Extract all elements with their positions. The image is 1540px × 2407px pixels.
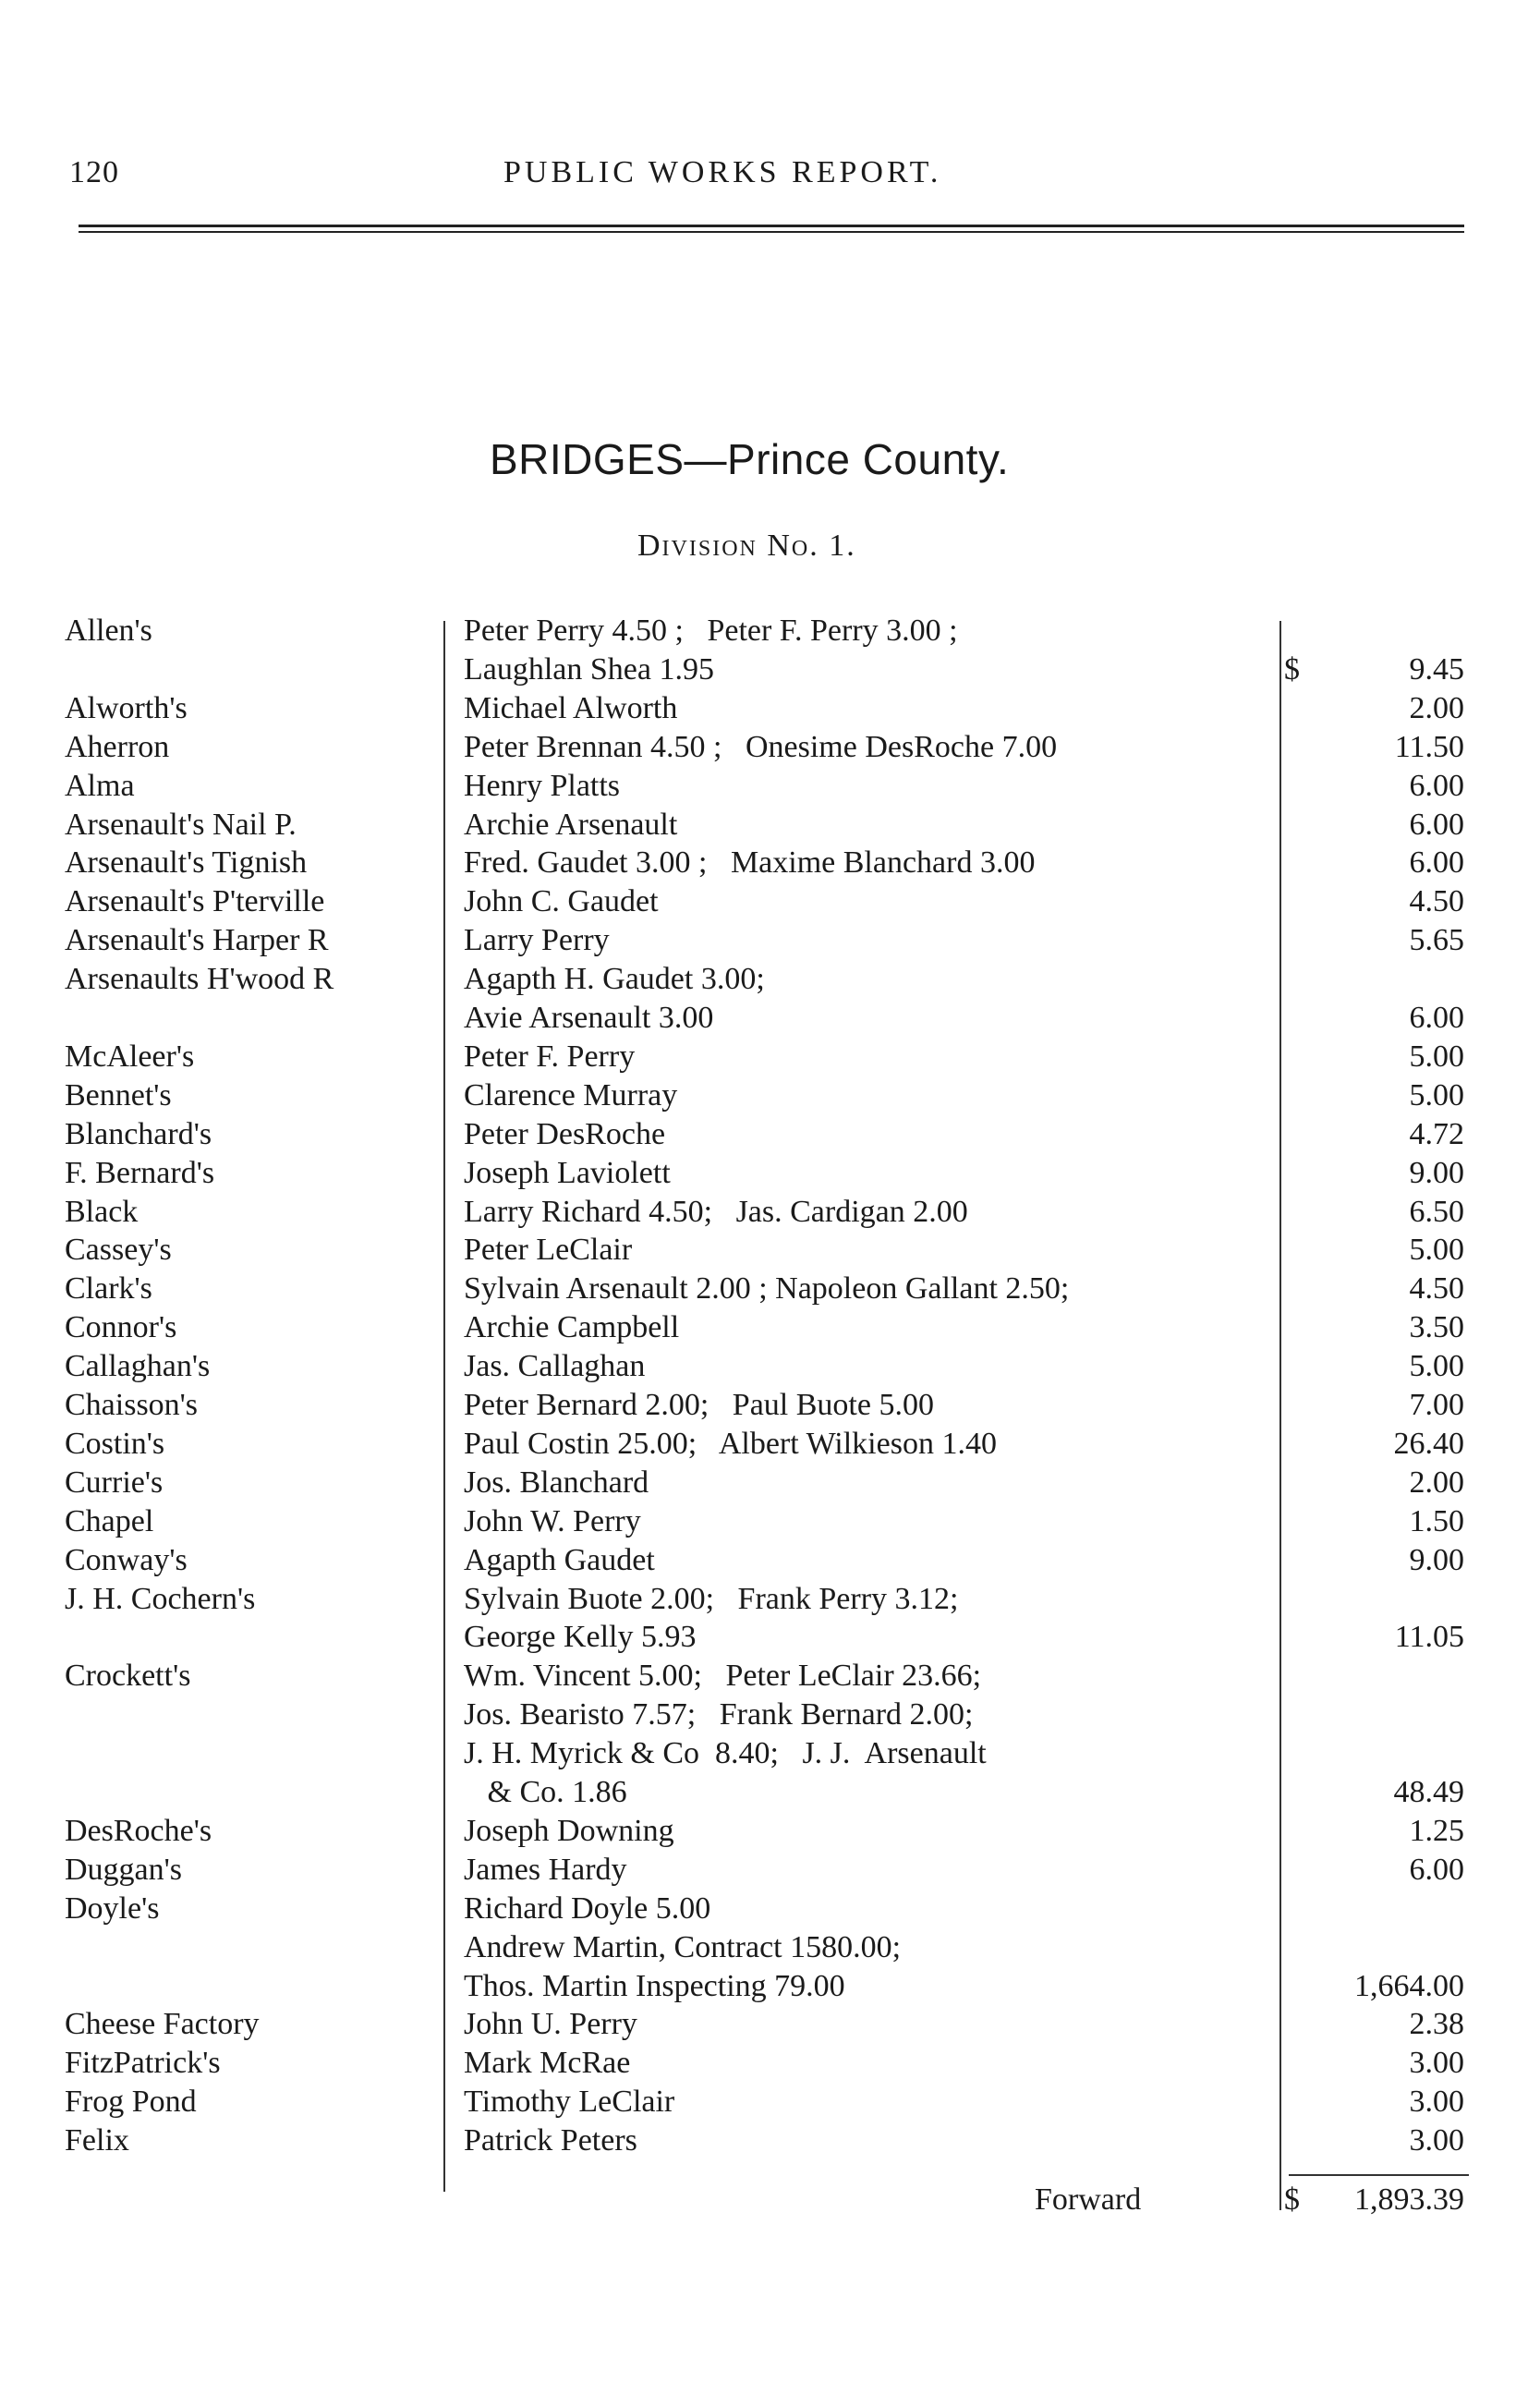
bridge-name: Conway's — [65, 1542, 188, 1577]
bridge-name: Blanchard's — [65, 1116, 212, 1151]
payee-entries: Peter LeClair — [464, 1233, 633, 1268]
payee-entries: Avie Arsenault 3.00 — [464, 1001, 714, 1035]
amount: 6.00 — [1409, 1852, 1464, 1887]
payee-entries: Andrew Martin, Contract 1580.00; — [464, 1929, 902, 1964]
bridge-name: Callaghan's — [65, 1349, 211, 1384]
payee-entries: Jos. Bearisto 7.57; Frank Bernard 2.00; — [464, 1697, 974, 1732]
payee-entries: Wm. Vincent 5.00; Peter LeClair 23.66; — [464, 1659, 982, 1694]
amount: 5.00 — [1409, 1349, 1464, 1384]
bridge-name: Bennet's — [65, 1077, 172, 1112]
amount: 4.50 — [1409, 884, 1464, 919]
bridge-name: Black — [65, 1194, 139, 1229]
payee-entries: Fred. Gaudet 3.00 ; Maxime Blanchard 3.00 — [464, 845, 1036, 881]
amount: 2.00 — [1409, 1465, 1464, 1500]
running-head: PUBLIC WORKS REPORT. — [503, 155, 942, 189]
payee-entries: Sylvain Arsenault 2.00 ; Napoleon Gallant 2.50; — [464, 1271, 1070, 1307]
bridge-name: Doyle's — [65, 1890, 160, 1926]
division-subtitle: Division No. 1. — [637, 529, 856, 563]
bridge-name: Currie's — [65, 1465, 164, 1500]
payee-entries: Sylvain Buote 2.00; Frank Perry 3.12; — [464, 1581, 959, 1616]
payee-entries: Jas. Callaghan — [464, 1349, 646, 1384]
bridge-name: Arsenault's Tignish — [65, 845, 308, 881]
payee-entries: Henry Platts — [464, 768, 621, 803]
amount: 7.00 — [1409, 1388, 1464, 1422]
bridge-name: Arsenault's P'terville — [65, 884, 325, 919]
dollar-sign: $ — [1284, 651, 1300, 687]
bridge-name: McAleer's — [65, 1039, 195, 1074]
amount: 11.05 — [1394, 1620, 1464, 1655]
amount: 9.00 — [1409, 1542, 1464, 1577]
payee-entries: Peter Perry 4.50 ; Peter F. Perry 3.00 ; — [464, 614, 958, 648]
payee-entries: Peter DesRoche — [464, 1116, 666, 1151]
payee-entries: & Co. 1.86 — [464, 1775, 627, 1809]
amount: 6.00 — [1409, 1001, 1464, 1035]
bridge-name: Allen's — [65, 614, 152, 648]
page-header — [69, 155, 1464, 201]
amount: 9.45 — [1409, 651, 1464, 687]
payee-entries: John U. Perry — [464, 2007, 637, 2042]
bridge-name: Crockett's — [65, 1659, 191, 1694]
amount: 1,664.00 — [1354, 1968, 1464, 2003]
amount: 4.72 — [1409, 1116, 1464, 1151]
amount: 3.00 — [1409, 2123, 1464, 2158]
amount: 3.00 — [1409, 2046, 1464, 2081]
section-title: BRIDGES—Prince County. — [490, 435, 1010, 483]
bridge-name: Duggan's — [65, 1852, 183, 1887]
bridge-name: Alma — [65, 768, 135, 803]
bridge-name: Costin's — [65, 1426, 165, 1461]
payee-entries: James Hardy — [464, 1852, 627, 1887]
amount: 26.40 — [1393, 1426, 1464, 1461]
payee-entries: George Kelly 5.93 — [464, 1620, 697, 1655]
bridge-name: Felix — [65, 2123, 129, 2158]
bridge-name: F. Bernard's — [65, 1155, 215, 1190]
bridge-name: Cheese Factory — [65, 2007, 260, 2042]
amount: 6.00 — [1409, 768, 1464, 803]
bridge-name: FitzPatrick's — [65, 2046, 221, 2081]
bridge-name: Chaisson's — [65, 1388, 199, 1422]
payee-entries: Joseph Laviolett — [464, 1155, 671, 1190]
bridge-name: DesRoche's — [65, 1813, 212, 1848]
header-rule-top — [79, 225, 1464, 227]
amount: 3.00 — [1409, 2085, 1464, 2120]
payee-entries: Archie Campbell — [464, 1310, 680, 1345]
payee-entries: Peter Bernard 2.00; Paul Buote 5.00 — [464, 1388, 934, 1422]
payee-entries: Agapth Gaudet — [464, 1542, 655, 1577]
payee-entries: Paul Costin 25.00; Albert Wilkieson 1.40 — [464, 1426, 997, 1461]
payee-entries: Thos. Martin Inspecting 79.00 — [464, 1968, 845, 2003]
payee-entries: John W. Perry — [464, 1503, 641, 1538]
payee-entries: Larry Perry — [464, 923, 610, 958]
amount: 2.38 — [1409, 2007, 1464, 2042]
payee-entries: J. H. Myrick & Co 8.40; J. J. Arsenault — [464, 1736, 987, 1771]
amount: 1.25 — [1409, 1813, 1464, 1848]
bridge-name: Connor's — [65, 1310, 177, 1345]
column-rule-left — [443, 621, 445, 2192]
bridge-name: Alworth's — [65, 690, 188, 725]
payee-entries: Timothy LeClair — [464, 2085, 675, 2120]
payee-entries: John C. Gaudet — [464, 884, 659, 919]
payee-entries: Larry Richard 4.50; Jas. Cardigan 2.00 — [464, 1194, 968, 1229]
amount: 6.00 — [1409, 845, 1464, 881]
amount: 4.50 — [1409, 1271, 1464, 1307]
amount: 5.00 — [1409, 1039, 1464, 1074]
payee-entries: Richard Doyle 5.00 — [464, 1890, 711, 1926]
amount: 5.65 — [1409, 923, 1464, 958]
amount: 11.50 — [1394, 729, 1464, 764]
payee-entries: Laughlan Shea 1.95 — [464, 651, 714, 687]
forward-label: Forward — [1035, 2182, 1142, 2217]
forward-amount: 1,893.39 — [1354, 2182, 1464, 2217]
amount: 5.00 — [1409, 1077, 1464, 1112]
forward-dollar-sign: $ — [1284, 2182, 1300, 2217]
amount: 9.00 — [1409, 1155, 1464, 1190]
column-rule-right — [1279, 621, 1281, 2210]
bridge-name: J. H. Cochern's — [65, 1581, 256, 1616]
bridge-name: Arsenault's Nail P. — [65, 807, 297, 842]
payee-entries: Clarence Murray — [464, 1077, 678, 1112]
bridge-name: Arsenaults H'wood R — [65, 962, 334, 997]
bridge-name: Arsenault's Harper R — [65, 923, 329, 958]
bridge-name: Chapel — [65, 1503, 154, 1538]
payee-entries: Peter F. Perry — [464, 1039, 636, 1074]
payee-entries: Joseph Downing — [464, 1813, 674, 1848]
bridge-name: Cassey's — [65, 1233, 172, 1268]
payee-entries: Agapth H. Gaudet 3.00; — [464, 962, 765, 997]
amount: 5.00 — [1409, 1233, 1464, 1268]
amount: 48.49 — [1393, 1775, 1464, 1809]
payee-entries: Mark McRae — [464, 2046, 631, 2081]
bridge-name: Frog Pond — [65, 2085, 197, 2120]
amount: 3.50 — [1409, 1310, 1464, 1345]
payee-entries: Michael Alworth — [464, 690, 678, 725]
payee-entries: Archie Arsenault — [464, 807, 678, 842]
amount: 6.50 — [1409, 1194, 1464, 1229]
amount: 2.00 — [1409, 690, 1464, 725]
header-rule-bottom — [79, 231, 1464, 233]
total-rule — [1289, 2174, 1469, 2176]
bridge-name: Aherron — [65, 729, 170, 764]
payee-entries: Patrick Peters — [464, 2123, 637, 2158]
payee-entries: Jos. Blanchard — [464, 1465, 649, 1500]
payee-entries: Peter Brennan 4.50 ; Onesime DesRoche 7.00 — [464, 729, 1058, 764]
amount: 6.00 — [1409, 807, 1464, 842]
page-number: 120 — [69, 155, 119, 189]
amount: 1.50 — [1409, 1503, 1464, 1538]
bridge-name: Clark's — [65, 1271, 152, 1307]
